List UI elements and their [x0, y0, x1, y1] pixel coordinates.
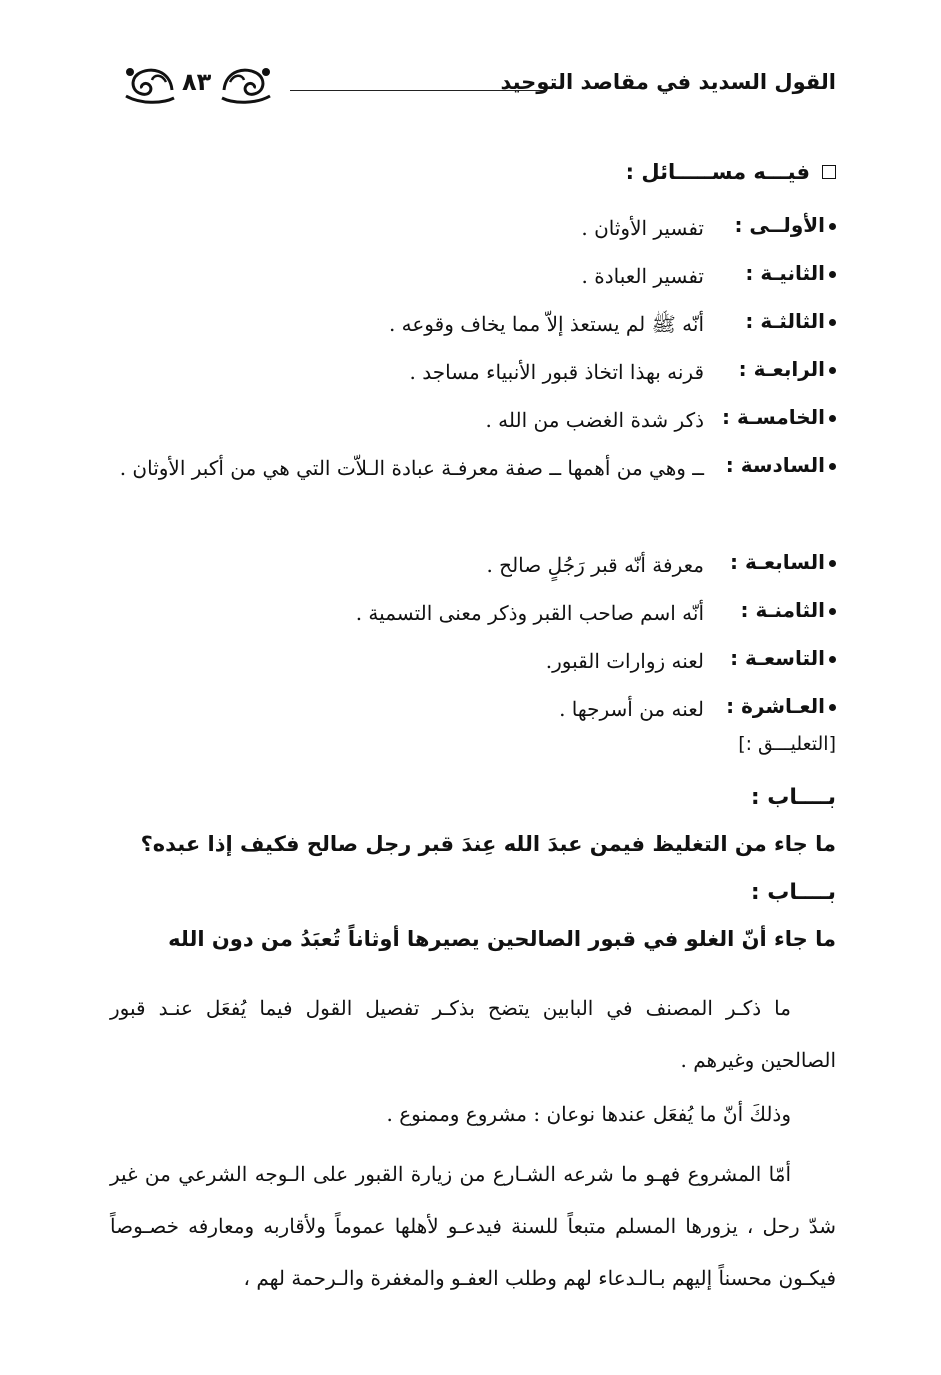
list-item: [100, 205, 836, 251]
item-label: الثامنـة :: [704, 590, 836, 630]
item-text: قرنه بهذا اتخاذ قبور الأنبياء مساجد .: [409, 360, 704, 384]
item-text: أنّه اسم صاحب القبر وذكر معنى التسمية .: [355, 601, 704, 625]
bullet-icon: [829, 608, 836, 615]
bullet-icon: [829, 560, 836, 567]
item-text: أنّه ﷺ لم يستعذ إلاّ مما يخاف وقوعه .: [388, 312, 704, 336]
item-label: العـاشرة :: [704, 686, 836, 726]
item-label: الثانيـة :: [704, 253, 836, 293]
list-item: [100, 638, 836, 684]
item-label: الأولــى :: [704, 205, 836, 245]
item-text: تفسير العبادة .: [581, 264, 704, 288]
chapter-title: ما جاء أنّ الغلو في قبور الصالحين يصيرها أوثاناً تُعبَدُ من دون الله: [168, 927, 836, 951]
body-paragraph: وذلكَ أنّ ما يُفعَل عندها نوعان : مشروع وممنوع .: [386, 1102, 791, 1126]
list-item: [100, 445, 836, 541]
bullet-icon: [829, 319, 836, 326]
bullet-icon: [829, 271, 836, 278]
list-item: [100, 590, 836, 636]
bullet-icon: [829, 704, 836, 711]
list-item: [100, 301, 836, 347]
item-text: ــ وهي من أهمها ــ صفة معرفـة عبادة الـلاّت التي هي من أكبر الأوثان .: [119, 456, 704, 480]
item-text: لعنه من أسرجها .: [559, 697, 704, 721]
bullet-icon: [829, 223, 836, 230]
list-item: [100, 542, 836, 588]
item-label: الثالثـة :: [704, 301, 836, 341]
list-item: [100, 686, 836, 732]
list-item: [100, 397, 836, 443]
item-label: الخامسـة :: [704, 397, 836, 437]
chapter-label: بــــاب :: [750, 880, 836, 905]
body-paragraph: أمّا المشروع فهـو ما شرعه الشـارع من زيارة القبور على الـوجه الشرعي من غير شدّ رحل ، يزورها المسلم متبعاً للسنة فيدعـو لأهلها عموماً ولأقاربه ومعارفه خصـوصاً فيكـون محسناً إليهم بـالـدعاء لهم وطلب العفـو والمغفرة والـرحمة لهم ،: [110, 1162, 836, 1290]
floral-ornament-icon: [120, 60, 180, 106]
chapter-title: ما جاء من التغليظ فيمن عبدَ الله عِندَ قبر رجل صالح فكيف إذا عبده؟: [140, 832, 836, 856]
item-text: معرفة أنّه قبر رَجُلٍ صالح .: [486, 553, 704, 577]
item-label: السابعـة :: [704, 542, 836, 582]
floral-ornament-icon: [216, 60, 276, 106]
body-paragraph: ما ذكـر المصنف في البابين يتضح بذكـر تفصيل القول فيما يُفعَل عنـد قبور الصالحين وغيرهم .: [110, 996, 836, 1072]
square-bullet-icon: [822, 165, 836, 179]
book-title: القول السديد في مقاصد التوحيد: [500, 70, 836, 94]
item-text: تفسير الأوثان .: [581, 216, 704, 240]
item-label: السادسة :: [704, 445, 836, 485]
list-item: [100, 253, 836, 299]
commentary-heading: [التعليـــق :]: [738, 733, 836, 755]
list-item: [100, 349, 836, 395]
item-text: لعنه زوارات القبور.: [545, 649, 704, 673]
item-text: ذكر شدة الغضب من الله .: [485, 408, 704, 432]
item-label: التاسعـة :: [704, 638, 836, 678]
issues-heading-text: فيـــه مســـــائل :: [625, 160, 810, 184]
issues-heading: [626, 160, 836, 184]
header-rule: [290, 90, 546, 91]
bullet-icon: [829, 415, 836, 422]
bullet-icon: [829, 367, 836, 374]
item-label: الرابعـة :: [704, 349, 836, 389]
page-number: ٨٣: [182, 68, 212, 96]
bullet-icon: [829, 656, 836, 663]
bullet-icon: [829, 463, 836, 470]
chapter-label: بــــاب :: [750, 785, 836, 810]
running-header: [120, 60, 836, 120]
